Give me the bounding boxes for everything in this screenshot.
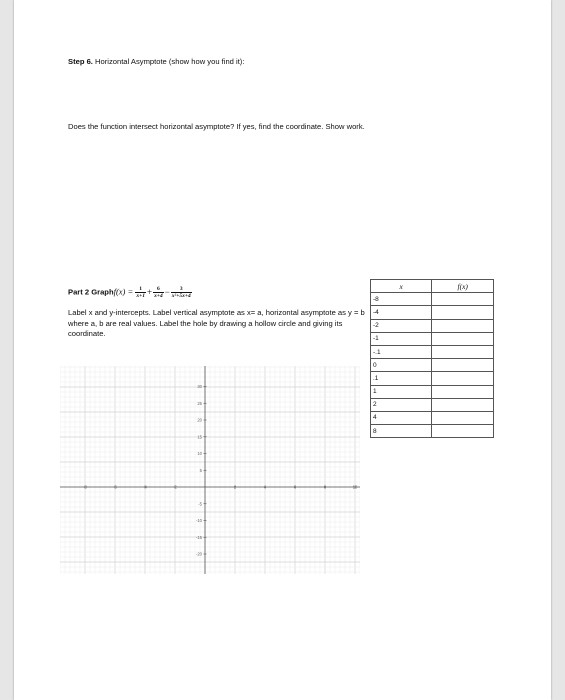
y-tick-label: 25 — [197, 400, 202, 406]
table-row — [371, 372, 494, 385]
operator-1: + — [147, 287, 153, 298]
x-value-cell: -8 — [371, 293, 432, 306]
x-tick-label: 8 — [323, 484, 327, 490]
table-row — [371, 398, 494, 411]
x-value-cell: -.1 — [371, 345, 432, 358]
fx-value-cell[interactable] — [432, 345, 494, 358]
fx-value-cell[interactable] — [432, 319, 494, 332]
x-value-cell: 2 — [371, 398, 432, 411]
part2-label: Part 2 Graph — [68, 287, 114, 297]
part2-heading — [68, 286, 192, 299]
table-row — [371, 293, 494, 306]
table-row — [371, 319, 494, 332]
fx-value-cell[interactable] — [432, 372, 494, 385]
x-tick-label: -4 — [143, 484, 147, 490]
x-tick-label: -6 — [113, 484, 117, 490]
x-value-cell: 1 — [371, 385, 432, 398]
x-value-cell: 0 — [371, 359, 432, 372]
x-value-cell: -2 — [371, 319, 432, 332]
y-tick-label: 20 — [197, 417, 202, 423]
x-tick-label: 4 — [263, 484, 267, 490]
coordinate-grid[interactable] — [60, 366, 360, 574]
x-value-cell: -1 — [371, 332, 432, 345]
table-row — [371, 332, 494, 345]
y-tick-label: -10 — [195, 518, 202, 523]
x-tick-label: 6 — [293, 484, 297, 490]
y-tick-label: 5 — [199, 467, 202, 473]
values-table-body — [371, 293, 494, 438]
table-row — [371, 385, 494, 398]
fraction-term-2: $\frac{6}{x+4}$ — [154, 286, 163, 299]
graph-instructions: Label x and y-intercepts. Label vertical asymptote as x= a, horizontal asymptote as y = b where a, b are real values. Label the hole by drawing a hollow circle and giving its coordinate. — [68, 308, 365, 338]
operator-2: − — [164, 287, 170, 298]
x-tick-label: 2 — [233, 484, 237, 490]
table-row — [371, 306, 494, 319]
fraction-term-1: $\frac{1}{x+1}$ — [136, 286, 145, 299]
fx-value-cell[interactable] — [432, 411, 494, 424]
y-tick-label: 10 — [197, 451, 202, 456]
table-row — [371, 411, 494, 424]
fx-value-cell[interactable] — [432, 293, 494, 306]
table-row — [371, 359, 494, 372]
fx-value-cell[interactable] — [432, 332, 494, 345]
fx-column-header: f(x) — [432, 280, 494, 293]
x-value-cell: .1 — [371, 372, 432, 385]
worksheet-page — [14, 0, 551, 700]
step6-text: Horizontal Asymptote (show how you find it): — [95, 57, 245, 66]
table-header-row — [371, 280, 494, 293]
x-value-cell: 4 — [371, 411, 432, 424]
x-column-header: x — [371, 280, 432, 293]
y-tick-label: -20 — [195, 551, 202, 557]
fx-value-cell[interactable] — [432, 306, 494, 319]
table-row — [371, 425, 494, 438]
x-tick-label: -8 — [83, 484, 87, 490]
values-table — [370, 279, 494, 438]
y-tick-label: 15 — [197, 434, 202, 440]
x-value-cell: -4 — [371, 306, 432, 319]
step6-heading — [68, 57, 244, 68]
y-tick-label: 30 — [197, 384, 202, 389]
fx-value-cell[interactable] — [432, 398, 494, 411]
x-tick-label: -2 — [173, 484, 177, 490]
x-tick-label: 10 — [352, 484, 358, 490]
fraction-term-3: $\frac{3}{\text{x²+5x+4}}$ — [171, 286, 191, 299]
intersect-question: Does the function intersect horizontal asymptote? If yes, find the coordinate. Show work. — [68, 122, 365, 131]
y-tick-label: -15 — [195, 534, 202, 540]
fx-value-cell[interactable] — [432, 385, 494, 398]
table-row — [371, 345, 494, 358]
fx-value-cell[interactable] — [432, 359, 494, 372]
function-name: f(x) = — [113, 286, 134, 297]
y-tick-label: -5 — [198, 501, 202, 507]
fx-value-cell[interactable] — [432, 425, 494, 438]
x-value-cell: 8 — [371, 425, 432, 438]
step6-label: Step 6. — [68, 57, 93, 66]
